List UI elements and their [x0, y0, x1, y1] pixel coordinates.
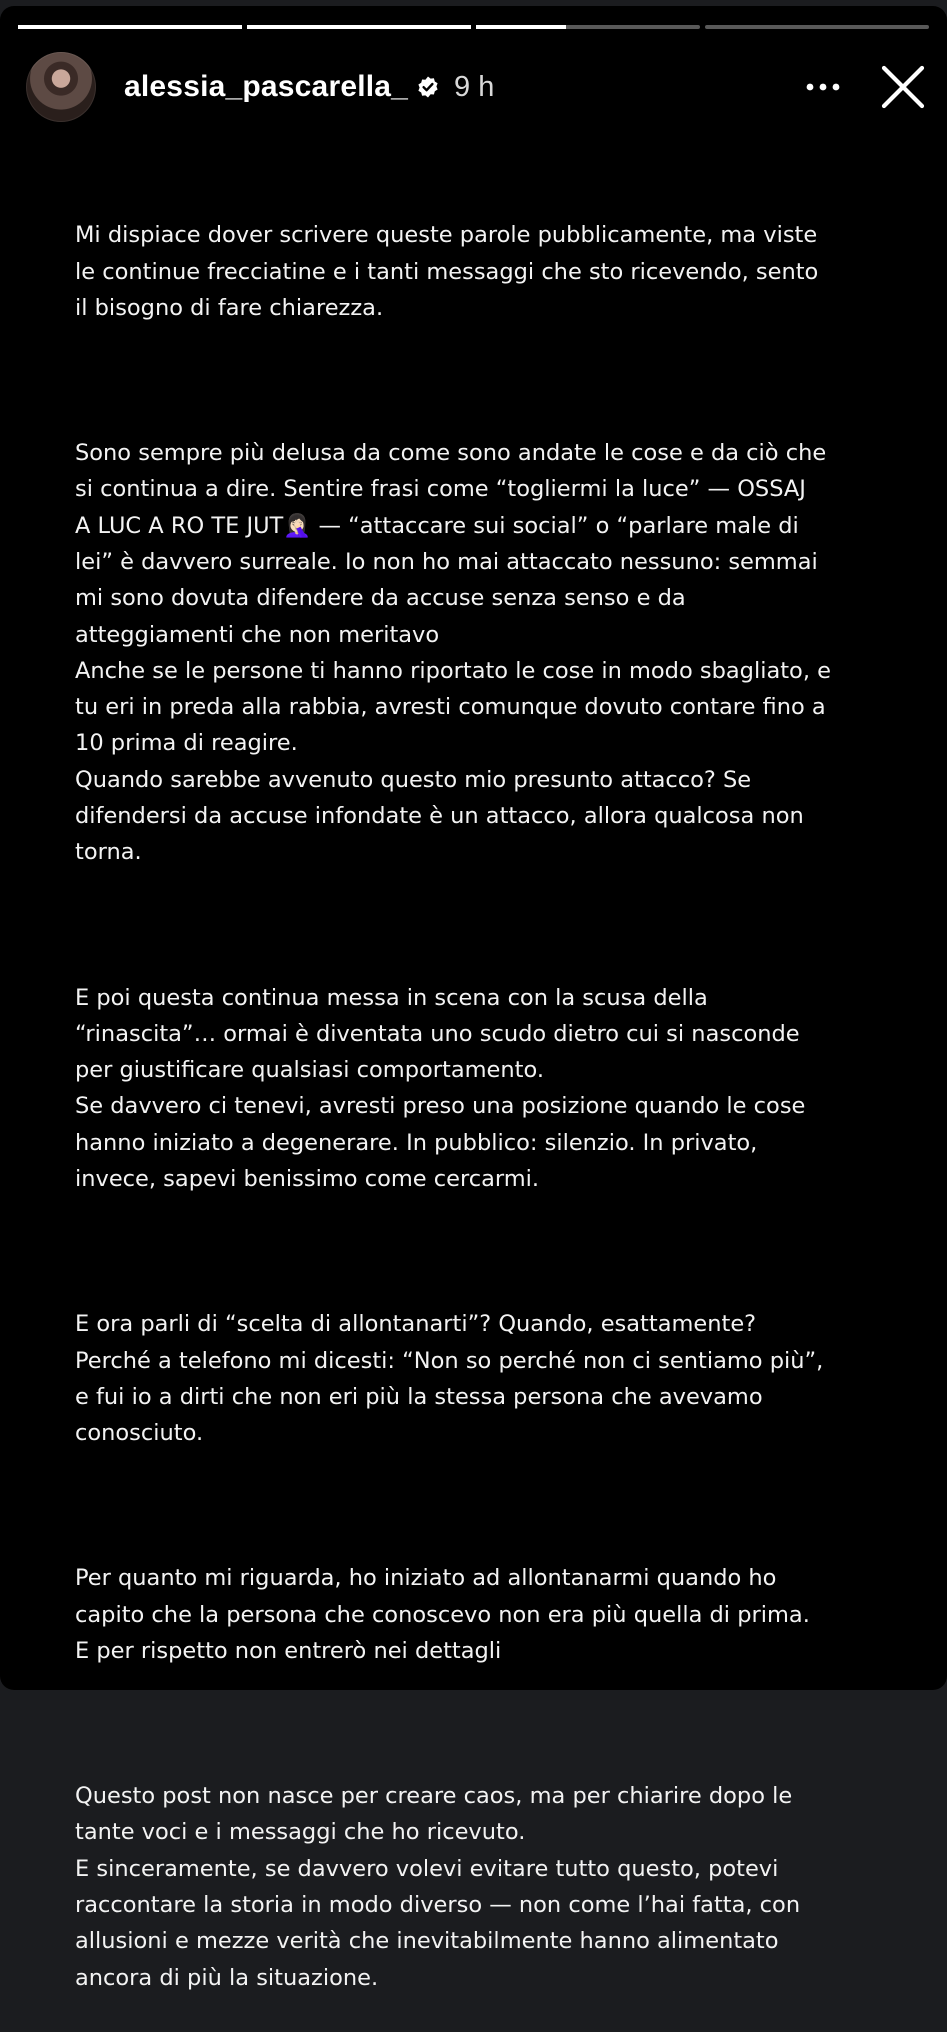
story-text	[75, 181, 905, 2032]
more-options-button[interactable]	[801, 65, 845, 109]
verified-badge-icon	[416, 75, 440, 99]
paragraph: E ora parli di “scelta di allontanarti”? Quando, esattamente? Perché a telefono mi dicesti: “Non so perché non ci sentiamo più”, e fui io a dirti che non eri più la stessa persona che avevamo conosciuto.	[75, 1311, 824, 1447]
progress-segment	[247, 25, 471, 29]
story-header	[26, 52, 927, 122]
post-time: 9 h	[454, 70, 495, 103]
more-options-icon	[805, 82, 841, 92]
progress-segment-fill	[18, 25, 242, 29]
close-icon	[880, 64, 926, 110]
story-viewer[interactable]	[0, 6, 947, 1991]
paragraph: Questo post non nasce per creare caos, ma per chiarire dopo le tante voci e i messaggi che ho ricevuto. E sinceramente, se davvero volevi evitare tutto questo, potevi raccontare la storia in modo diverso — non come l’hai fatta, con allusioni e mezze verità che inevitabilmente hanno alimentato ancora di più la situazione.	[75, 1783, 801, 1991]
story-progress-bar	[18, 25, 929, 29]
progress-segment	[476, 25, 700, 29]
progress-segment	[18, 25, 242, 29]
paragraph: Mi dispiace dover scrivere queste parole pubblicamente, ma viste le continue frecciatine e i tanti messaggi che sto ricevendo, sento il bisogno di fare chiarezza.	[75, 222, 819, 321]
progress-segment-fill	[476, 25, 566, 29]
progress-segment	[705, 25, 929, 29]
close-button[interactable]	[879, 63, 927, 111]
username[interactable]: alessia_pascarella_	[124, 70, 409, 103]
avatar[interactable]	[26, 52, 96, 122]
progress-segment-fill	[247, 25, 471, 29]
paragraph: Per quanto mi riguarda, ho iniziato ad allontanarmi quando ho capito che la persona che conoscevo non era più quella di prima. E per rispetto non entrerò nei dettagli	[75, 1565, 810, 1664]
paragraph: E poi questa continua messa in scena con la scusa della “rinascita”… ormai è diventata uno scudo dietro cui si nasconde per giustificare qualsiasi comportamento. Se davvero ci tenevi, avresti preso una posizione quando le cose hanno iniziato a degenerare. In pubblico: silenzio. In privato, invece, sapevi benissimo come cercarmi.	[75, 984, 806, 1193]
paragraph: Sono sempre più delusa da come sono andate le cose e da ciò che si continua a dire. Sentire frasi come “togliermi la luce” — OSSAJ A LUC A RO TE JUT🤦🏻‍♀️ — “attaccare sui social” o “parlare male di lei” è davvero surreale. Io non ho mai attaccato nessuno: semmai mi sono dovuta difendere da accuse senza senso e da atteggiamenti che non meritavo Anche se le persone ti hanno riportato le cose in modo sbagliato, e tu eri in preda alla rabbia, avresti comunque dovuto contare fino a 10 prima di reagire. Quando sarebbe avvenuto questo mio presunto attacco? Se difendersi da accuse infondate è un attacco, allora qualcosa non torna.	[75, 440, 831, 866]
